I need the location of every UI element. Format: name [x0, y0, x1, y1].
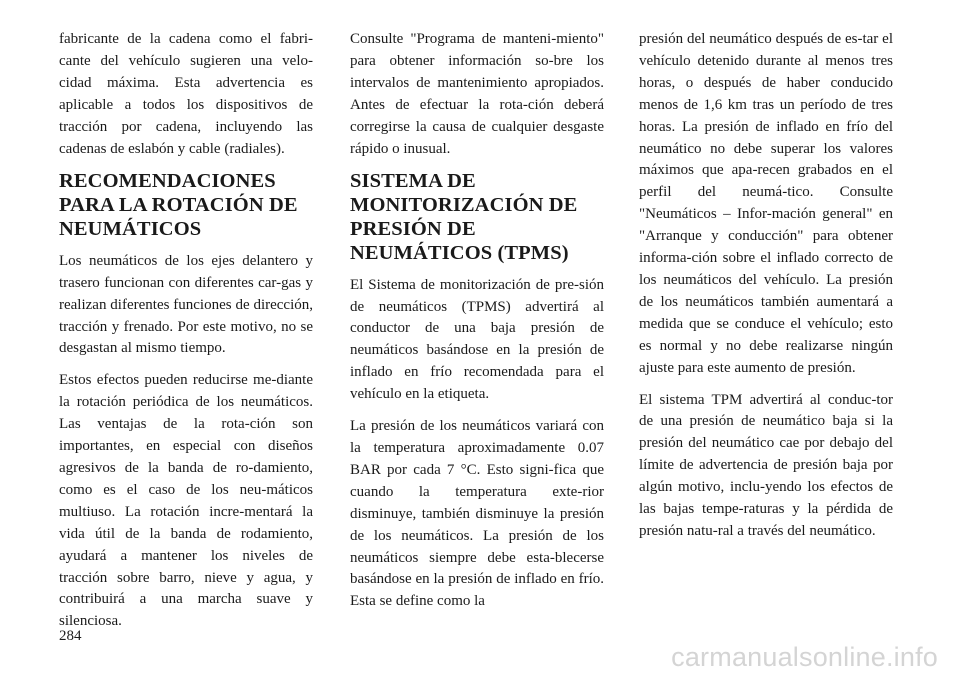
paragraph-maintenance-schedule: Consulte "Programa de manteni-miento" para obtener información so-bre los intervalos de mantenimiento apropiados. Antes de efectuar la rota-ción deberá corregirse la causa de cualquier desgaste rápido o inusual. [350, 31, 604, 157]
page-number: 284 [59, 628, 82, 644]
paragraph-tpm-warning: El sistema TPM advertirá al conduc-tor de una presión de neumático baja si la presión del neumático cae por debajo del límite de advertencia de presión baja por algún motivo, inclu-yendo los efectos de las bajas tempe-raturas y la pérdida de presión natu-ral a través del neumático. [639, 391, 893, 539]
paragraph-temperature-pressure: La presión de los neumáticos variará con la temperatura aproximadamente 0.07 BAR por cada 7 °C. Esto signi-fica que cuando la temperatura exte-rior disminuye, también disminuye la presión de los neumáticos. La presión de los neumáticos siempre debe esta-blecerse basándose en la presión de inflado en frío. Esta se define como la [350, 418, 604, 610]
heading-tpms: SISTEMA DE MONITORIZACIÓN DE PRESIÓN DE NEUMÁTICOS (TPMS) [350, 170, 578, 264]
paragraph-chain-speed-warning: fabricante de la cadena como el fabri-cante del vehículo sugieren una velo-cidad máxima. Esta advertencia es aplicable a todos los dispositivos de tracción por cadena, incluyendo las cadenas de eslabón y cable (radiales). [59, 31, 313, 157]
watermark: carmanualsonline.info [671, 642, 938, 672]
paragraph-rotation-benefits: Estos efectos pueden reducirse me-diante la rotación periódica de los neumáticos. Las ventajas de la rota-ción son importantes, en especial con diseños agresivos de la banda de ro-damiento, como es el caso de los neu-máticos multiuso. La rotación incre-mentará la vida útil de la banda de rodamiento, ayudará a mantener los niveles de tracción sobre barro, nieve y agua, y contribuirá a una marcha suave y silenciosa. [59, 372, 313, 630]
column-right [639, 29, 893, 553]
paragraph-cold-inflation: presión del neumático después de es-tar el vehículo detenido durante al menos tres horas, o después de haber conducido menos de 1,6 km tras un período de tres horas. La presión de inflado en frío del neumático no debe superar los valores máximos que apa-recen grabados en el perfil del neumá-tico. Consulte "Neumáticos – Infor-mación general" en "Arranque y conducción" para obtener informa-ción sobre el inflado correcto de los neumáticos del vehículo. La presión de los neumáticos también aumentará a medida que se conduce el vehículo; esto es normal y no debe realizarse ningún ajuste para este aumento de presión. [639, 31, 893, 376]
paragraph-tpms-intro: El Sistema de monitorización de pre-sión de neumáticos (TPMS) advertirá al conductor de una baja presión de neumáticos basándose en la presión de inflado en frío recomendada para el vehículo en la etiqueta. [350, 276, 604, 403]
heading-tire-rotation: RECOMENDACIONES PARA LA ROTACIÓN DE NEUMÁTICOS [59, 170, 298, 241]
column-middle [350, 29, 604, 623]
paragraph-axle-functions: Los neumáticos de los ejes delantero y trasero funcionan con diferentes car-gas y realizan diferentes funciones de dirección, tracción y frenado. Por este motivo, no se desgastan al mismo tiempo. [59, 252, 313, 357]
column-left [59, 29, 313, 643]
